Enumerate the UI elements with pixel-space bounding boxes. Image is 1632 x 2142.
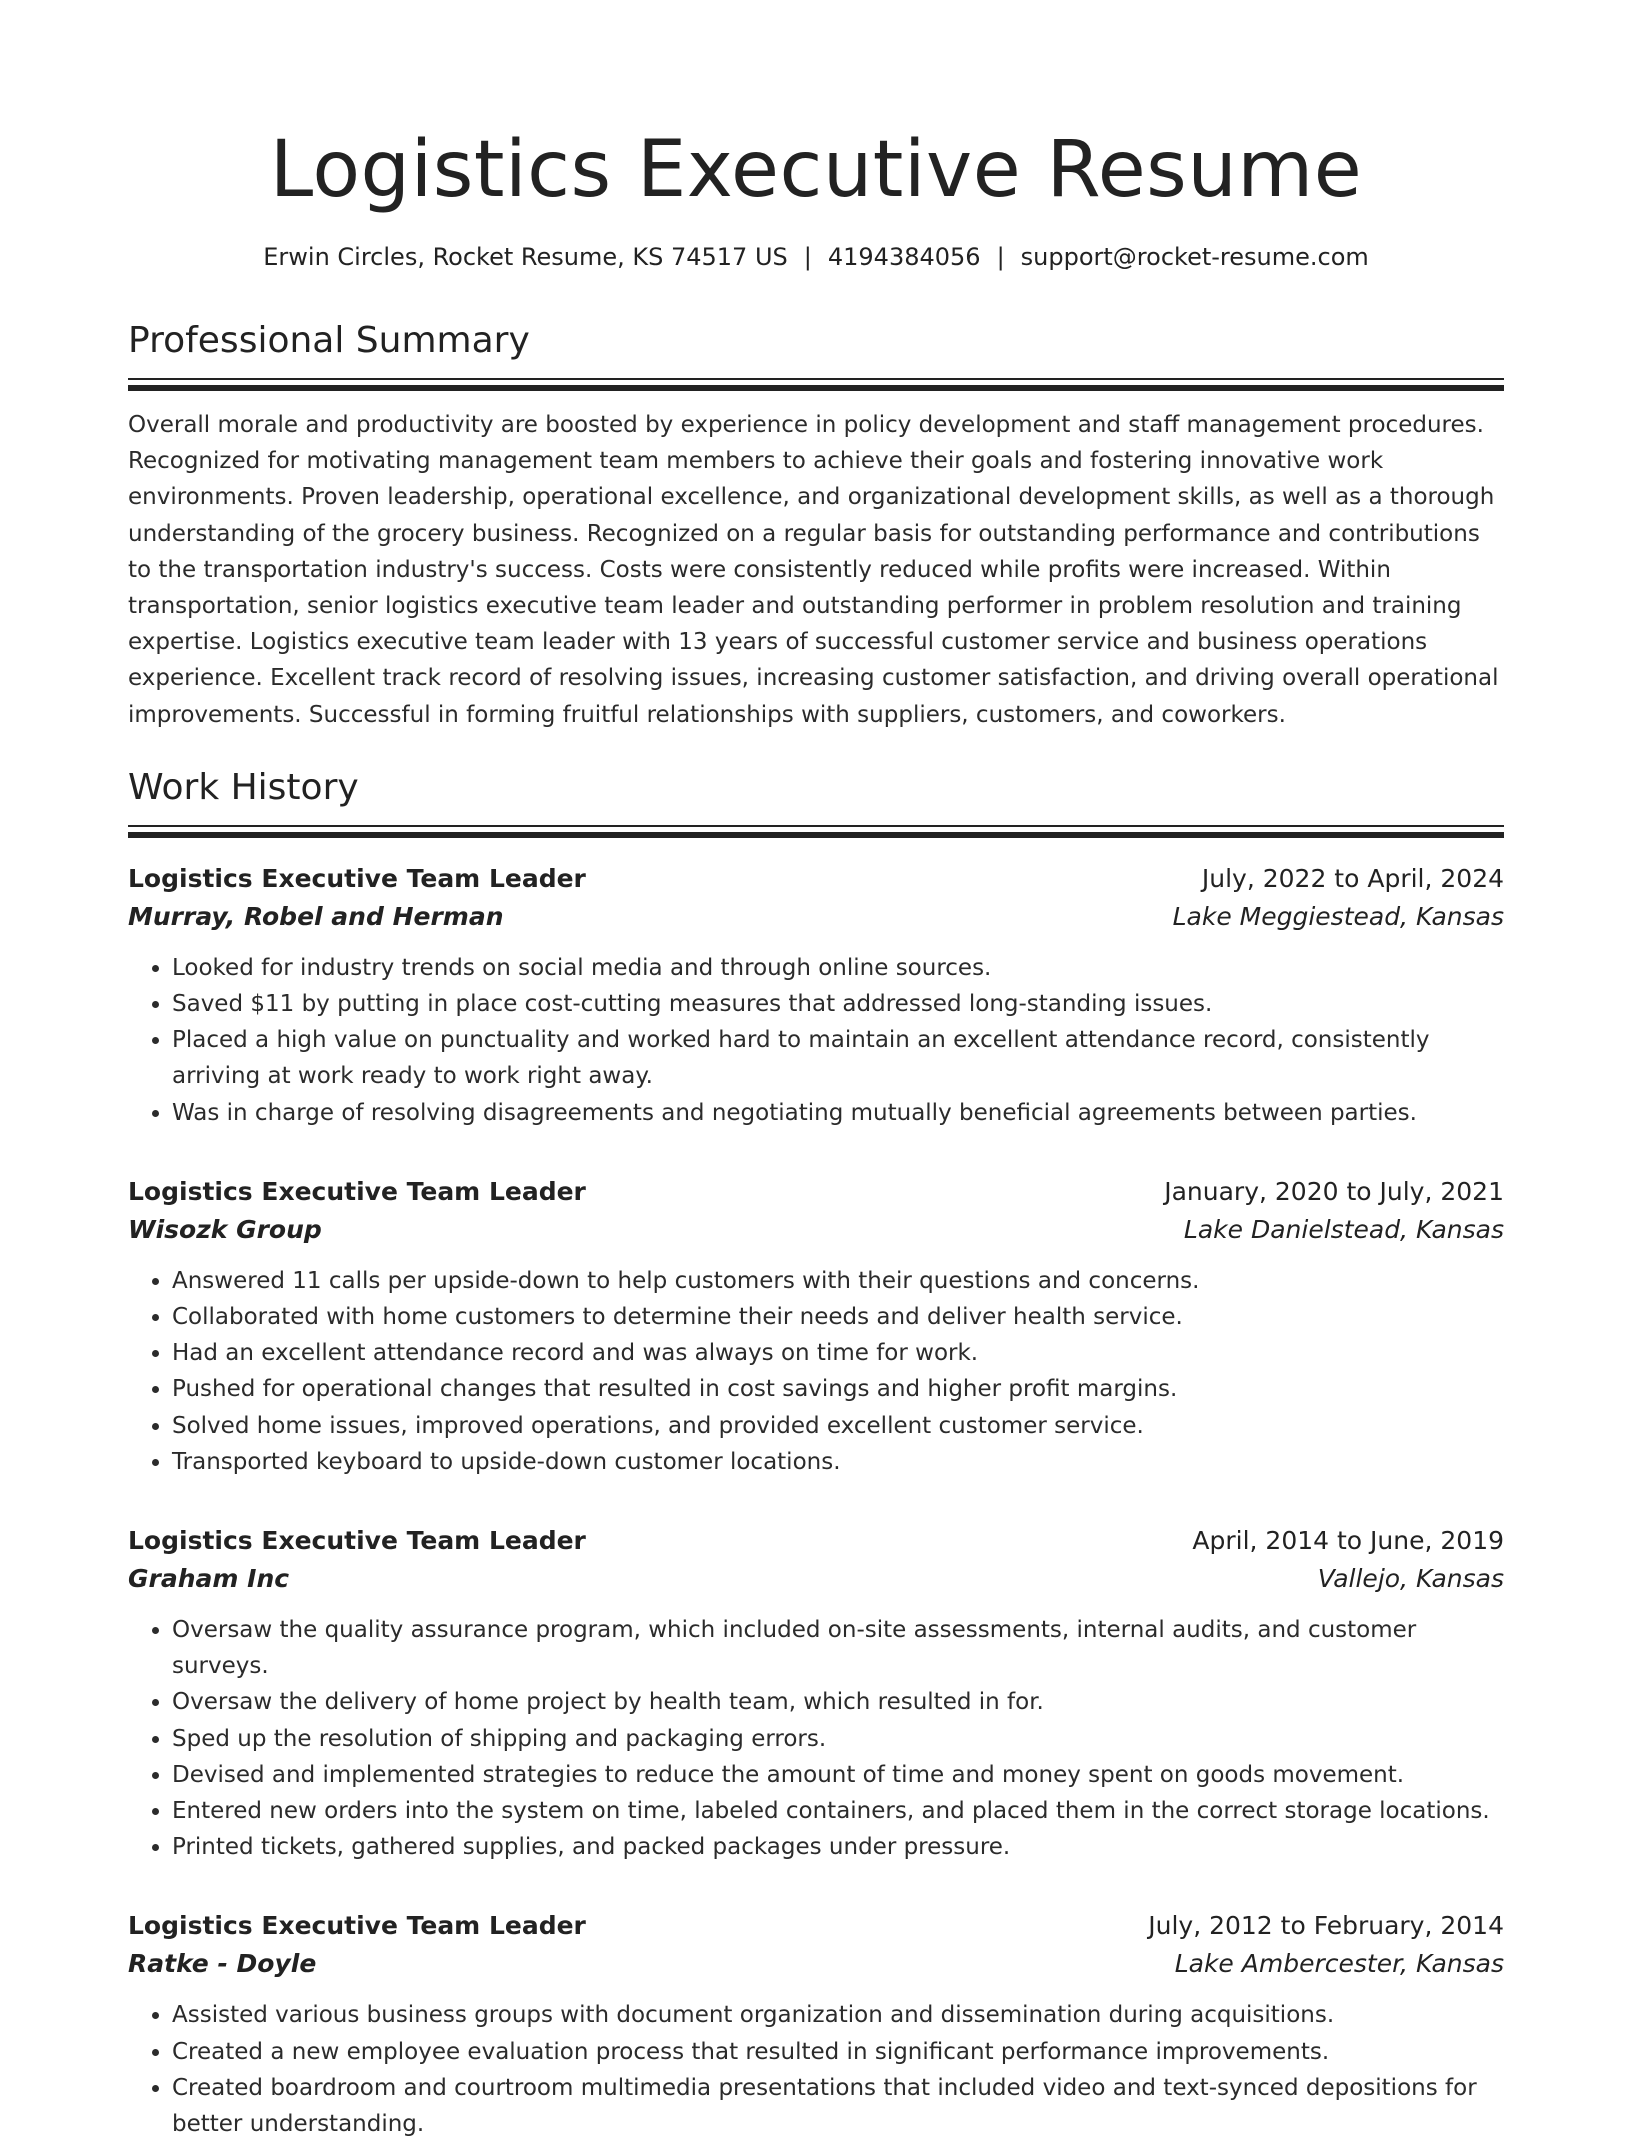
contact-line bbox=[128, 240, 1504, 274]
job-title: Logistics Executive Team Leader bbox=[128, 863, 586, 893]
job-company: Ratke - Doyle bbox=[128, 1949, 317, 1979]
job-bullet-list bbox=[128, 1997, 1504, 2142]
job-bullet: • Printed tickets, gathered supplies, and packed packages under pressure. bbox=[172, 1829, 1504, 1865]
contact-phone: 4194384056 bbox=[827, 243, 981, 271]
contact-email: support@rocket-resume.com bbox=[1020, 243, 1369, 271]
job-subheader-row bbox=[128, 1211, 1504, 1249]
job-entry bbox=[128, 1907, 1504, 2142]
job-location: Lake Meggiestead, Kansas bbox=[1172, 901, 1504, 931]
job-entry bbox=[128, 1173, 1504, 1480]
job-bullet: • Oversaw the quality assurance program, which included on-site assessments, internal audits, and customer surveys. bbox=[172, 1612, 1504, 1684]
job-bullet-list bbox=[128, 1612, 1504, 1865]
job-bullet: • Was in charge of resolving disagreements and negotiating mutually beneficial agreements between parties. bbox=[172, 1095, 1504, 1131]
summary-paragraph: Overall morale and productivity are boosted by experience in policy development and staff management procedures. Recognized for motivating management team members to achieve their goals and fostering innovative work environments. Proven leadership, operational excellence, and organizational development skills, as well as a thorough understanding of the grocery business. Recognized on a regular basis for outstanding performance and contributions to the transportation industry's success. Costs were consistently reduced while profits were increased. Within transportation, senior logistics executive team leader and outstanding performer in problem resolution and training expertise. Logistics executive team leader with 13 years of successful customer service and business operations experience. Excellent track record of resolving issues, increasing customer satisfaction, and driving overall operational improvements. Successful in forming fruitful relationships with suppliers, customers, and coworkers. bbox=[128, 412, 1499, 728]
professional-summary-section bbox=[128, 316, 1504, 733]
job-bullet: • Pushed for operational changes that resulted in cost savings and higher profit margins. bbox=[172, 1371, 1504, 1407]
section-divider bbox=[128, 825, 1504, 838]
job-header-row bbox=[128, 1173, 1504, 1211]
contact-address: Erwin Circles, Rocket Resume, KS 74517 US bbox=[263, 243, 788, 271]
job-location: Lake Ambercester, Kansas bbox=[1174, 1949, 1504, 1979]
job-title: Logistics Executive Team Leader bbox=[128, 1526, 586, 1556]
job-bullet: • Oversaw the delivery of home project by health team, which resulted in for. bbox=[172, 1684, 1504, 1720]
job-company: Murray, Robel and Herman bbox=[128, 901, 504, 931]
job-bullet: • Looked for industry trends on social media and through online sources. bbox=[172, 950, 1504, 986]
contact-separator: | bbox=[803, 243, 812, 271]
contact-separator: | bbox=[996, 243, 1005, 271]
job-entry bbox=[128, 1522, 1504, 1865]
section-heading-work: Work History bbox=[128, 766, 359, 808]
job-bullet: • Saved $11 by putting in place cost-cutting measures that addressed long-standing issues. bbox=[172, 986, 1504, 1022]
job-dates: January, 2020 to July, 2021 bbox=[1164, 1176, 1504, 1206]
job-location: Lake Danielstead, Kansas bbox=[1183, 1214, 1504, 1244]
job-bullet: • Answered 11 calls per upside-down to help customers with their questions and concerns. bbox=[172, 1263, 1504, 1299]
job-bullet: • Collaborated with home customers to determine their needs and deliver health service. bbox=[172, 1299, 1504, 1335]
job-bullet-list bbox=[128, 1263, 1504, 1480]
job-subheader-row bbox=[128, 1560, 1504, 1598]
job-subheader-row bbox=[128, 1945, 1504, 1983]
job-dates: April, 2014 to June, 2019 bbox=[1192, 1526, 1504, 1556]
job-title: Logistics Executive Team Leader bbox=[128, 1176, 586, 1206]
job-title: Logistics Executive Team Leader bbox=[128, 1911, 586, 1941]
job-bullet: • Entered new orders into the system on time, labeled containers, and placed them in the correct storage locations. bbox=[172, 1793, 1504, 1829]
job-company: Graham Inc bbox=[128, 1564, 290, 1594]
job-header-row bbox=[128, 1522, 1504, 1560]
job-bullet: • Placed a high value on punctuality and worked hard to maintain an excellent attendance record, consistently arriving at work ready to work right away. bbox=[172, 1022, 1504, 1094]
job-subheader-row bbox=[128, 898, 1504, 936]
job-company: Wisozk Group bbox=[128, 1214, 322, 1244]
job-entry bbox=[128, 860, 1504, 1131]
job-dates: July, 2012 to February, 2014 bbox=[1148, 1911, 1504, 1941]
job-bullet: • Had an excellent attendance record and was always on time for work. bbox=[172, 1335, 1504, 1371]
job-bullet: • Transported keyboard to upside-down customer locations. bbox=[172, 1444, 1504, 1480]
job-bullet-list bbox=[128, 950, 1504, 1131]
section-divider bbox=[128, 378, 1504, 391]
job-bullet: • Devised and implemented strategies to reduce the amount of time and money spent on goods movement. bbox=[172, 1757, 1504, 1793]
work-history-section bbox=[128, 763, 1504, 2142]
job-bullet: • Assisted various business groups with document organization and dissemination during acquisitions. bbox=[172, 1997, 1504, 2033]
resume-title: Logistics Executive Resume bbox=[269, 125, 1363, 215]
resume-page bbox=[128, 0, 1504, 2142]
job-header-row bbox=[128, 860, 1504, 898]
job-dates: July, 2022 to April, 2024 bbox=[1201, 863, 1504, 893]
job-bullet: • Created boardroom and courtroom multimedia presentations that included video and text-synced depositions for better understanding. bbox=[172, 2070, 1504, 2142]
job-location: Vallejo, Kansas bbox=[1317, 1564, 1504, 1594]
job-bullet: • Solved home issues, improved operations, and provided excellent customer service. bbox=[172, 1408, 1504, 1444]
job-bullet: • Sped up the resolution of shipping and packaging errors. bbox=[172, 1721, 1504, 1757]
job-header-row bbox=[128, 1907, 1504, 1945]
job-bullet: • Created a new employee evaluation process that resulted in significant performance improvements. bbox=[172, 2034, 1504, 2070]
section-heading-summary: Professional Summary bbox=[128, 320, 530, 361]
